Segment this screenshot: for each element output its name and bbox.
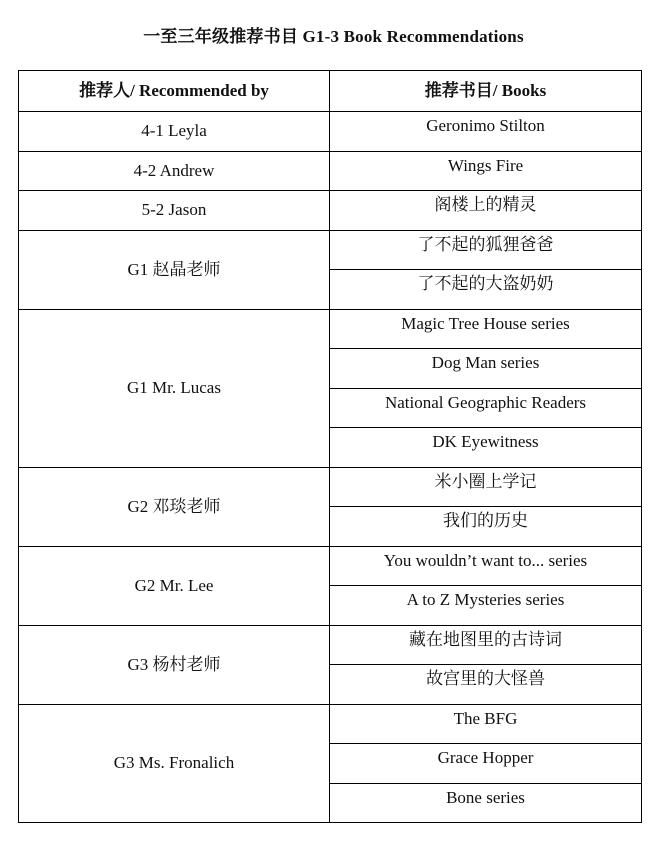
book-title-cell: Wings Fire bbox=[330, 151, 642, 191]
recommender-cell: 5-2 Jason bbox=[19, 191, 330, 231]
book-title-cell: A to Z Mysteries series bbox=[330, 586, 642, 626]
book-recommendation-table bbox=[18, 70, 642, 823]
table-row bbox=[19, 704, 642, 744]
table-row bbox=[19, 625, 642, 665]
table-row bbox=[19, 467, 642, 507]
table-row bbox=[19, 546, 642, 586]
book-title-cell: Grace Hopper bbox=[330, 744, 642, 784]
book-title-cell: The BFG bbox=[330, 704, 642, 744]
table-row bbox=[19, 151, 642, 191]
book-title-cell: 阁楼上的精灵 bbox=[330, 191, 642, 231]
table-header-row bbox=[19, 71, 642, 112]
table-row bbox=[19, 191, 642, 231]
book-title-cell: 我们的历史 bbox=[330, 507, 642, 547]
book-title-cell: You wouldn’t want to... series bbox=[330, 546, 642, 586]
book-title-cell: 米小圈上学记 bbox=[330, 467, 642, 507]
recommender-cell: G1 Mr. Lucas bbox=[19, 309, 330, 467]
page-title: 一至三年级推荐书目 G1-3 Book Recommendations bbox=[143, 27, 524, 46]
recommender-cell: G1 赵晶老师 bbox=[19, 230, 330, 309]
book-title-cell: 藏在地图里的古诗词 bbox=[330, 625, 642, 665]
recommender-cell: 4-2 Andrew bbox=[19, 151, 330, 191]
table-row bbox=[19, 309, 642, 349]
recommender-cell: G2 Mr. Lee bbox=[19, 546, 330, 625]
table-row bbox=[19, 230, 642, 270]
book-title-cell: 了不起的狐狸爸爸 bbox=[330, 230, 642, 270]
books-column-header: 推荐书目/ Books bbox=[330, 71, 642, 112]
book-title-cell: Magic Tree House series bbox=[330, 309, 642, 349]
recommender-cell: 4-1 Leyla bbox=[19, 112, 330, 152]
book-title-cell: National Geographic Readers bbox=[330, 388, 642, 428]
recommender-cell: G3 Ms. Fronalich bbox=[19, 704, 330, 823]
book-title-cell: Bone series bbox=[330, 783, 642, 823]
book-title-cell: 故宫里的大怪兽 bbox=[330, 665, 642, 705]
table-row bbox=[19, 112, 642, 152]
book-title-cell: DK Eyewitness bbox=[330, 428, 642, 468]
book-title-cell: Geronimo Stilton bbox=[330, 112, 642, 152]
book-title-cell: Dog Man series bbox=[330, 349, 642, 389]
book-title-cell: 了不起的大盗奶奶 bbox=[330, 270, 642, 310]
recommender-column-header: 推荐人/ Recommended by bbox=[19, 71, 330, 112]
recommender-cell: G2 邓琰老师 bbox=[19, 467, 330, 546]
recommender-cell: G3 杨村老师 bbox=[19, 625, 330, 704]
